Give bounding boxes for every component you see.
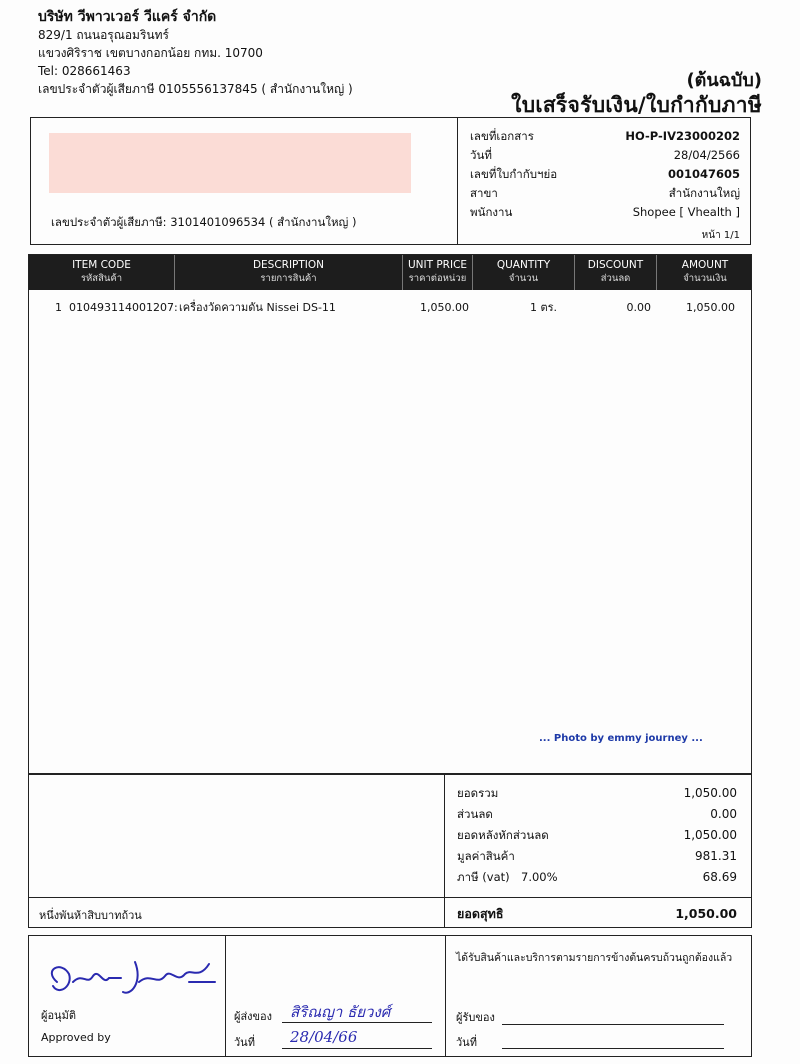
info-label: เลขที่ใบกำกับฯย่อ [470,167,558,181]
info-row-staff [470,203,740,222]
document-title-block [511,70,762,118]
header-item-code: ITEM CODE รหัสสินค้า [29,255,175,290]
info-label: วันที่ [470,148,492,162]
sender-date-label: วันที่ [234,1036,255,1049]
redacted-customer-name [49,133,411,193]
total-line-after-discount: ยอดหลังหักส่วนลด 1,050.00 [457,828,737,842]
total-line-net-value: มูลค่าสินค้า 981.31 [457,849,737,863]
items-table [28,254,752,774]
company-tel: Tel: 028661463 [38,64,131,78]
info-value: HO-P-IV23000202 [625,129,740,143]
sender-label: ผู้ส่งของ [234,1010,273,1023]
company-address-line2: แขวงศิริราช เขตบางกอกน้อย กทม. 10700 [38,46,263,60]
info-label: เลขที่เอกสาร [470,129,534,143]
document-title: ใบเสร็จรับเงิน/ใบกำกับภาษี [511,93,762,117]
info-row-branch [470,184,740,203]
amount-in-words: หนึ่งพันห้าสิบบาทถ้วน [39,909,142,922]
approver-label-th: ผู้อนุมัติ [41,1009,76,1022]
photo-watermark: ... Photo by emmy journey ... [539,733,703,744]
totals-panel [444,775,751,927]
document-info-panel [458,118,750,244]
sender-date-handwriting: 28/04/66 [290,1028,358,1046]
quantity: 1 ตร. [529,301,557,314]
receiver-date-line [502,1048,724,1049]
vat-rate: 7.00% [521,870,558,884]
sender-date-line [282,1048,432,1049]
info-label: สาขา [470,186,498,200]
page-number: หน้า 1/1 [701,230,740,241]
company-name: บริษัท วีพาวเวอร์ วีแคร์ จำกัด [38,9,217,25]
totals-block [28,774,752,928]
row-number: 1 [55,301,62,314]
header-unit-price: UNIT PRICE ราคาต่อหน่วย [403,255,473,290]
receiver-date-label: วันที่ [456,1036,477,1049]
company-header [38,8,353,98]
net-label: ยอดสุทธิ [457,906,504,921]
total-line-discount: ส่วนลด 0.00 [457,807,737,821]
net-divider [29,897,751,898]
approver-label-en: Approved by [41,1031,111,1044]
item-code: 010493114001207: [69,301,178,314]
received-note: ได้รับสินค้าและบริการตามรายการข้างต้นครบถ้วนถูกต้องแล้ว [456,952,733,964]
customer-tax-id: เลขประจำตัวผู้เสียภาษี: 3101401096534 ( สำนักงานใหญ่ ) [51,215,357,229]
unit-price: 1,050.00 [420,301,469,314]
copy-label: (ต้นฉบับ) [686,70,762,91]
info-block [30,117,751,245]
receiver-line [502,1024,724,1025]
info-row-invoice-no [470,165,740,184]
table-header [29,255,751,290]
info-value: สำนักงานใหญ่ [668,186,740,200]
company-address-line1: 829/1 ถนนอรุณอมรินทร์ [38,28,169,42]
customer-panel [31,118,458,244]
table-row [29,299,751,317]
info-value: 001047605 [667,167,740,181]
sender-panel [226,936,446,1056]
receiver-panel [446,936,751,1056]
company-tax-id: เลขประจำตัวผู้เสียภาษี 0105556137845 ( สำนักงานใหญ่ ) [38,82,353,96]
discount: 0.00 [626,301,651,314]
total-line-grand [457,903,737,924]
item-description: เครื่องวัดความดัน Nissei DS-11 [179,301,336,314]
approver-signature [39,952,221,1004]
total-line-vat: ภาษี (vat) 7.00% 68.69 [457,867,737,888]
total-line-subtotal: ยอดรวม 1,050.00 [457,786,737,800]
signature-block [28,935,752,1057]
info-row-doc-no [470,127,740,146]
receiver-label: ผู้รับของ [456,1011,495,1024]
header-discount: DISCOUNT ส่วนลด [575,255,657,290]
net-value: 1,050.00 [675,906,737,921]
header-quantity: QUANTITY จำนวน [473,255,575,290]
approver-panel [29,936,226,1056]
info-value: 28/04/2566 [673,148,740,162]
amount: 1,050.00 [686,301,735,314]
info-label: พนักงาน [470,205,513,219]
info-value: Shopee [ Vhealth ] [632,205,740,219]
sender-handwriting: สิริณญา ธัยวงศ์ [290,1003,391,1021]
header-description: DESCRIPTION รายการสินค้า [175,255,403,290]
header-amount: AMOUNT จำนวนเงิน [681,259,729,284]
info-row-date [470,146,740,165]
